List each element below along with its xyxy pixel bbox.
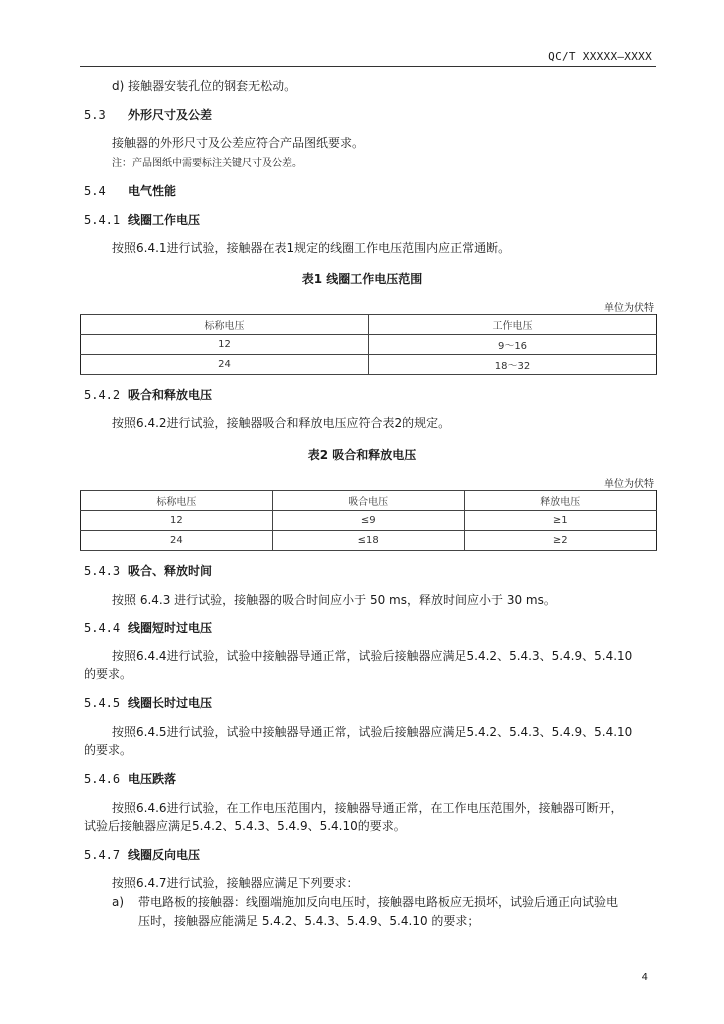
section-number: 5.4.4 [84, 621, 121, 635]
section-5-4-3-text: 按照 6.4.3 进行试验，接触器的吸合时间应小于 50 ms，释放时间应小于 30 ms。 [112, 593, 556, 607]
table-row [81, 531, 657, 551]
table2-unit: 单位为伏特 [604, 479, 654, 490]
table-cell: 9～16 [369, 335, 657, 355]
table-row [81, 355, 657, 375]
header-rule [80, 66, 656, 67]
section-number: 5.3 [84, 108, 106, 122]
table-cell: ≥2 [464, 531, 656, 551]
section-title: 电压跌落 [128, 772, 177, 786]
section-5-4-5-heading [84, 696, 212, 710]
list-item-a-marker: a) [112, 895, 125, 909]
section-number: 5.4.3 [84, 564, 121, 578]
section-title: 线圈反向电压 [128, 848, 201, 862]
section-5-4-5-text-line2: 的要求。 [84, 743, 133, 757]
table-cell: 12 [81, 511, 273, 531]
section-title: 电气性能 [128, 184, 177, 198]
section-title: 吸合、释放时间 [128, 564, 213, 578]
table-header-row [81, 315, 657, 335]
table-cell: 12 [81, 335, 369, 355]
section-5-4-4-text-line2: 的要求。 [84, 667, 133, 681]
section-number: 5.4.1 [84, 213, 121, 227]
section-title: 线圈工作电压 [128, 213, 201, 227]
table1-caption: 表1 线圈工作电压范围 [301, 272, 423, 286]
section-5-4-2-heading [84, 388, 212, 402]
table1 [80, 314, 657, 375]
list-item-a-line2: 压时，接触器应能满足 5.4.2、5.4.3、5.4.9、5.4.10 的要求； [138, 914, 480, 928]
section-5-4-4-heading [84, 621, 212, 635]
table-header-row [81, 491, 657, 511]
section-5-3-text: 接触器的外形尺寸及公差应符合产品图纸要求。 [112, 136, 365, 150]
section-number: 5.4 [84, 184, 106, 198]
list-item-a-line1: 带电路板的接触器：线圈端施加反向电压时，接触器电路板应无损坏，试验后通正向试验电 [138, 895, 619, 909]
table-cell: 24 [81, 531, 273, 551]
section-5-4-6-text-line1: 按照6.4.6进行试验，在工作电压范围内，接触器导通正常，在工作电压范围外，接触器可断开， [112, 801, 623, 815]
table-cell: ≥1 [464, 511, 656, 531]
section-5-4-5-text-line1: 按照6.4.5进行试验，试验中接触器导通正常，试验后接触器应满足5.4.2、5.4.3、5.4.9、5.4.10 [112, 725, 633, 739]
page-number: 4 [641, 972, 648, 983]
section-title: 线圈长时过电压 [128, 696, 213, 710]
table-header-cell: 标称电压 [81, 491, 273, 511]
table-row [81, 335, 657, 355]
section-5-4-7-text: 按照6.4.7进行试验，接触器应满足下列要求： [112, 876, 359, 890]
section-5-4-6-heading [84, 772, 176, 786]
list-item-d: d) 接触器安装孔位的钢套无松动。 [112, 79, 297, 93]
table2 [80, 490, 657, 551]
section-5-4-7-heading [84, 848, 200, 862]
table-cell: 24 [81, 355, 369, 375]
section-number: 5.4.2 [84, 388, 121, 402]
section-5-4-1-text: 按照6.4.1进行试验，接触器在表1规定的线圈工作电压范围内应正常通断。 [112, 241, 511, 255]
table-header-cell: 标称电压 [81, 315, 369, 335]
table-header-cell: 吸合电压 [272, 491, 464, 511]
section-number: 5.4.5 [84, 696, 121, 710]
section-number: 5.4.6 [84, 772, 121, 786]
table2-caption: 表2 吸合和释放电压 [307, 448, 417, 462]
section-title: 线圈短时过电压 [128, 621, 213, 635]
section-title: 外形尺寸及公差 [128, 108, 213, 122]
section-5-4-1-heading [84, 213, 200, 227]
table-row [81, 511, 657, 531]
table-header-cell: 释放电压 [464, 491, 656, 511]
table1-unit: 单位为伏特 [604, 303, 654, 314]
section-5-4-heading [84, 184, 176, 198]
table-cell: ≤18 [272, 531, 464, 551]
doc-number: QC/T XXXXX—XXXX [548, 50, 652, 63]
section-5-3-heading [84, 108, 212, 122]
section-5-3-note: 注：产品图纸中需要标注关键尺寸及公差。 [112, 158, 302, 169]
section-5-4-3-heading [84, 564, 212, 578]
table-cell: ≤9 [272, 511, 464, 531]
section-title: 吸合和释放电压 [128, 388, 213, 402]
table-cell: 18～32 [369, 355, 657, 375]
section-5-4-2-text: 按照6.4.2进行试验，接触器吸合和释放电压应符合表2的规定。 [112, 416, 451, 430]
section-5-4-6-text-line2: 试验后接触器应满足5.4.2、5.4.3、5.4.9、5.4.10的要求。 [84, 819, 406, 833]
table-header-cell: 工作电压 [369, 315, 657, 335]
section-5-4-4-text-line1: 按照6.4.4进行试验，试验中接触器导通正常，试验后接触器应满足5.4.2、5.4.3、5.4.9、5.4.10 [112, 649, 633, 663]
section-number: 5.4.7 [84, 848, 121, 862]
